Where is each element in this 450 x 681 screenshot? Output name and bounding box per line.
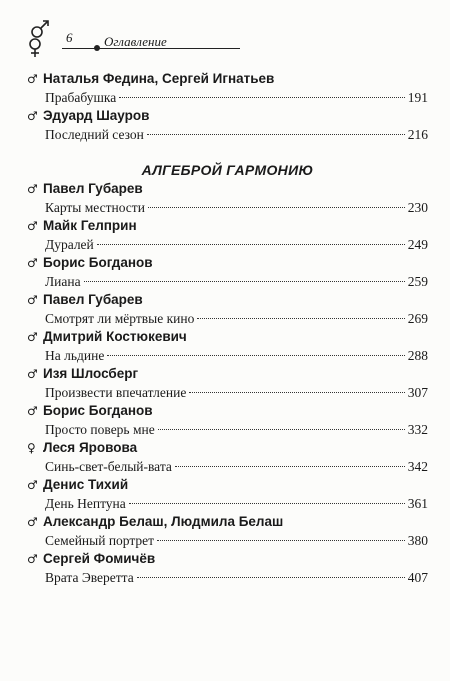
author-name: Эдуард Шауров [43, 108, 150, 123]
author-name: Денис Тихий [43, 477, 129, 492]
dot-leader [97, 243, 405, 245]
page-ref: 191 [407, 90, 428, 105]
toc-entry [27, 402, 428, 439]
work-title: Просто поверь мне [45, 422, 155, 437]
author-name: Борис Богданов [43, 403, 153, 418]
toc-author [27, 180, 428, 198]
page-ref: 259 [407, 274, 428, 289]
toc-entry [27, 328, 428, 365]
toc-author [27, 365, 428, 383]
author-name: Борис Богданов [43, 255, 153, 270]
toc-author [27, 439, 428, 457]
page-ref: 307 [407, 385, 428, 400]
work-title: Прабабушка [45, 90, 117, 105]
page-ref: 380 [407, 533, 428, 548]
author-name: Сергей Фомичёв [43, 551, 156, 566]
male-symbol-icon: ♂ [27, 330, 38, 344]
page-ref: 249 [407, 237, 428, 252]
male-symbol-icon: ♂ [27, 72, 38, 86]
toc-entry [27, 550, 428, 587]
work-title: День Нептуна [45, 496, 126, 511]
toc-title-row [27, 88, 428, 107]
dot-leader [107, 354, 404, 356]
male-symbol-icon: ♂ [27, 478, 38, 492]
male-symbol-icon: ♂ [27, 109, 38, 123]
header-dot [94, 45, 100, 51]
toc-title-row [27, 309, 428, 328]
toc-entry [27, 439, 428, 476]
dot-leader [129, 502, 405, 504]
toc-entry [27, 365, 428, 402]
author-name: Леся Яровова [43, 440, 138, 455]
toc-entry [27, 217, 428, 254]
male-symbol-icon: ♂ [27, 367, 38, 381]
male-symbol-icon: ♂ [27, 219, 38, 233]
male-symbol-icon: ♂ [27, 293, 38, 307]
dot-leader [137, 576, 405, 578]
toc-title-row [27, 531, 428, 550]
toc-title-row [27, 198, 428, 217]
work-title: Врата Эверетта [45, 570, 134, 585]
dot-leader [175, 465, 405, 467]
toc-author [27, 402, 428, 420]
toc-title-row [27, 494, 428, 513]
work-title: Последний сезон [45, 127, 144, 142]
page-ref: 269 [407, 311, 428, 326]
toc-title-row [27, 272, 428, 291]
page-number: 6 [66, 30, 73, 45]
section-block [27, 160, 428, 180]
page-ref: 361 [407, 496, 428, 511]
toc-entry [27, 107, 428, 144]
toc-author [27, 217, 428, 235]
male-symbol-icon: ♂ [27, 552, 38, 566]
toc-title-row [27, 125, 428, 144]
author-name: Дмитрий Костюкевич [43, 329, 187, 344]
work-title: Смотрят ли мёртвые кино [45, 311, 195, 326]
toc-entry [27, 70, 428, 107]
page-ref: 342 [407, 459, 428, 474]
page-ref: 288 [407, 348, 428, 363]
toc-list-section [27, 180, 428, 587]
toc-author [27, 107, 428, 125]
toc-entry [27, 254, 428, 291]
toc-author [27, 70, 428, 88]
dot-leader [148, 206, 405, 208]
gender-symbols-logo-icon [26, 18, 56, 58]
work-title: Дуралей [45, 237, 94, 252]
work-title: Карты местности [45, 200, 145, 215]
page-ref: 407 [407, 570, 428, 585]
toc-entry [27, 291, 428, 328]
toc-author [27, 476, 428, 494]
dot-leader [84, 280, 405, 282]
page-header [26, 18, 226, 58]
toc-list-top [27, 70, 428, 144]
dot-leader [197, 317, 404, 319]
toc-title-row [27, 346, 428, 365]
author-name: Наталья Федина, Сергей Игнатьев [43, 71, 275, 86]
dot-leader [147, 133, 405, 135]
female-symbol-icon: ♀ [27, 441, 36, 455]
section-heading: АЛГЕБРОЙ ГАРМОНИЮ [141, 162, 314, 178]
author-name: Павел Губарев [43, 292, 143, 307]
toc-entry [27, 476, 428, 513]
toc-title-row [27, 568, 428, 587]
page-ref: 230 [407, 200, 428, 215]
page-ref: 332 [407, 422, 428, 437]
dot-leader [119, 96, 405, 98]
toc-title-row [27, 420, 428, 439]
toc-title-row [27, 235, 428, 254]
work-title: Синь-свет-белый-вата [45, 459, 172, 474]
dot-leader [189, 391, 404, 393]
work-title: Семейный портрет [45, 533, 155, 548]
toc-title-row [27, 383, 428, 402]
author-name: Павел Губарев [43, 181, 143, 196]
toc-entry [27, 513, 428, 550]
toc-author [27, 550, 428, 568]
male-symbol-icon: ♂ [27, 515, 38, 529]
page-ref: 216 [407, 127, 428, 142]
header-title: Оглавление [104, 34, 167, 49]
dot-leader [158, 428, 405, 430]
male-symbol-icon: ♂ [27, 256, 38, 270]
author-name: Александр Белаш, Людмила Белаш [43, 514, 284, 529]
toc-entry [27, 180, 428, 217]
work-title: Лиана [45, 274, 81, 289]
toc-title-row [27, 457, 428, 476]
toc-author [27, 513, 428, 531]
male-symbol-icon: ♂ [27, 404, 38, 418]
toc-author [27, 291, 428, 309]
dot-leader [157, 539, 405, 541]
toc-author [27, 328, 428, 346]
work-title: На льдине [45, 348, 105, 363]
male-symbol-icon: ♂ [27, 182, 38, 196]
author-name: Изя Шлосберг [43, 366, 139, 381]
work-title: Произвести впечатление [45, 385, 187, 400]
toc-author [27, 254, 428, 272]
author-name: Майк Гелприн [43, 218, 137, 233]
